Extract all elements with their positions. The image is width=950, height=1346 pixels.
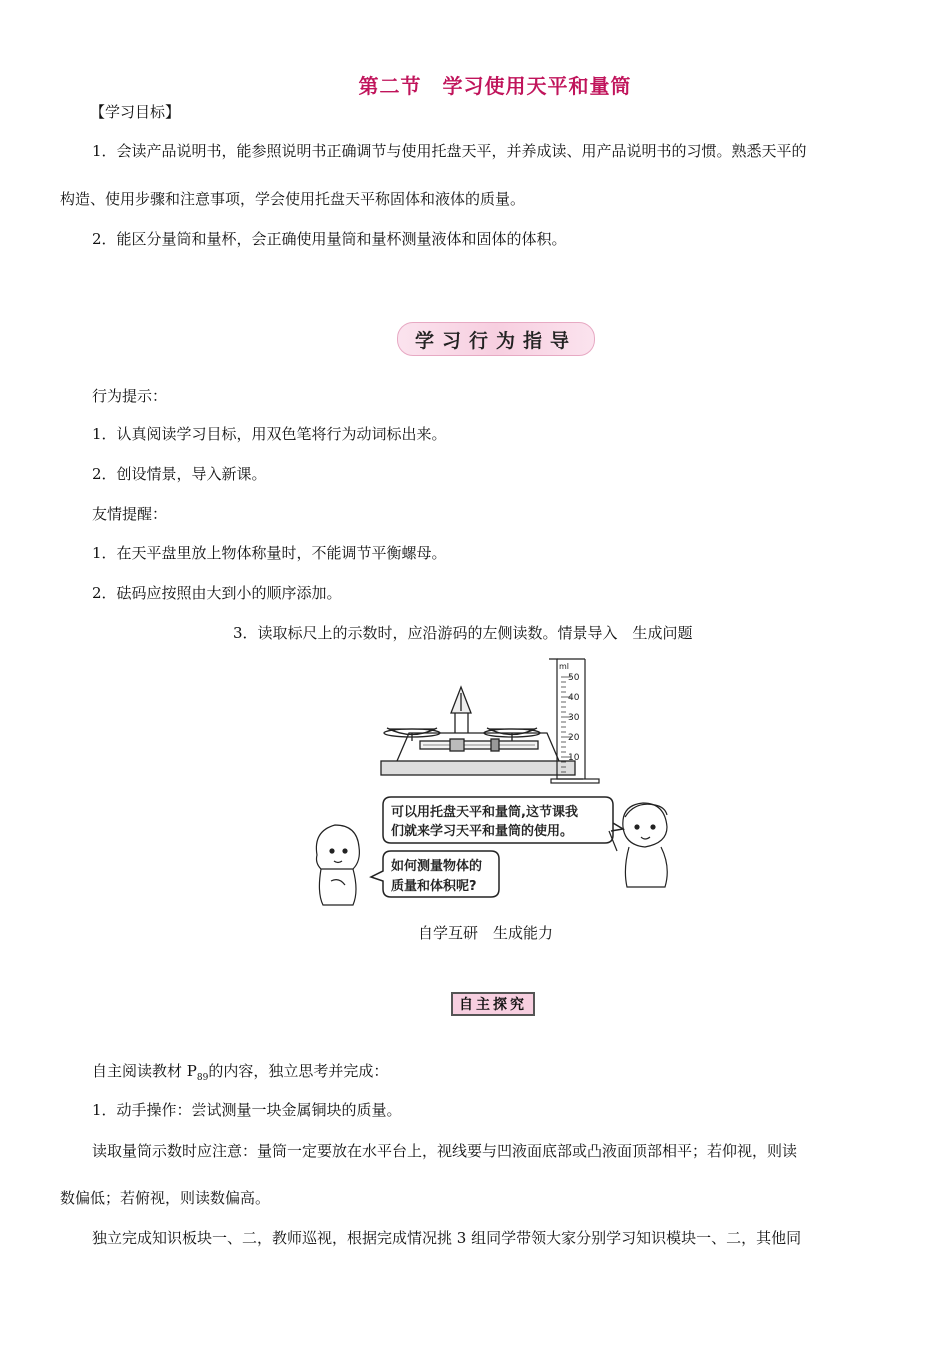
- cylinder-tick-10: 10: [568, 753, 580, 763]
- behavior-item-1: 1．认真阅读学习目标，用双色笔将行为动词标出来。: [92, 425, 447, 443]
- study-note-line-2: 数偏低；若俯视，则读数偏高。: [60, 1189, 271, 1207]
- reminder-item-1: 1．在天平盘里放上物体称量时，不能调节平衡螺母。: [92, 544, 447, 562]
- cylinder-tick-30: 30: [568, 713, 580, 723]
- self-study-box: [451, 992, 535, 1016]
- cylinder-unit-label: ml: [559, 662, 570, 671]
- cylinder-tick-50: 50: [568, 673, 580, 683]
- study-intro: [92, 1060, 388, 1089]
- reminder-item-2: 2．砝码应按照由大到小的顺序添加。: [92, 584, 342, 602]
- guidance-banner-label: 学习行为指导: [414, 329, 577, 352]
- behavior-heading: 行为提示：: [92, 387, 168, 405]
- reminder-item-3: 3．读取标尺上的示数时，应沿游码的左侧读数。情景导入 生成问题: [233, 624, 693, 642]
- study-item-1: 1．动手操作：尝试测量一块金属铜块的质量。: [92, 1101, 402, 1119]
- cylinder-tick-40: 40: [568, 693, 580, 703]
- girl-speech-line-1: 如何测量物体的: [391, 859, 483, 874]
- study-intro-page: 89: [196, 1073, 209, 1083]
- study-last-line: 独立完成知识板块一、二，教师巡视，根据完成情况挑 3 组同学带领大家分别学习知识模块一、二，其他同: [92, 1229, 802, 1247]
- cylinder-tick-20: 20: [568, 733, 580, 743]
- behavior-item-2: 2．创设情景，导入新课。: [92, 465, 267, 483]
- objective-1-line-1: 1．会读产品说明书，能参照说明书正确调节与使用托盘天平，并养成读、用产品说明书的习惯。熟悉天平的: [92, 142, 807, 160]
- study-intro-prefix: 自主阅读教材 P: [92, 1062, 197, 1080]
- boy-character-icon: [609, 803, 667, 887]
- objective-1-line-2: 构造、使用步骤和注意事项，学会使用托盘天平称固体和液体的质量。: [60, 190, 526, 208]
- reminder-heading: 友情提醒：: [92, 505, 168, 523]
- boy-speech-line-2: 们就来学习天平和量筒的使用。: [391, 824, 574, 839]
- balance-and-cylinder-illustration: [305, 655, 685, 907]
- objective-2: 2．能区分量筒和量杯，会正确使用量筒和量杯测量液体和固体的体积。: [92, 230, 567, 248]
- girl-character-icon: [316, 825, 359, 905]
- balance-icon: [381, 687, 575, 775]
- objectives-heading: 【学习目标】: [90, 103, 181, 121]
- guidance-banner: [397, 322, 595, 356]
- study-intro-suffix: 的内容，独立思考并完成：: [208, 1062, 389, 1080]
- section-caption: 自学互研 生成能力: [418, 924, 554, 942]
- study-note-line-1: 读取量筒示数时应注意：量筒一定要放在水平台上，视线要与凹液面底部或凸液面顶部相平；若仰视，则读: [92, 1142, 798, 1160]
- girl-speech-line-2: 质量和体积呢?: [391, 879, 477, 894]
- boy-speech-line-1: 可以用托盘天平和量筒,这节课我: [391, 805, 578, 820]
- self-study-box-label: 自主探究: [459, 997, 527, 1013]
- page-title: 第二节 学习使用天平和量筒: [358, 74, 632, 98]
